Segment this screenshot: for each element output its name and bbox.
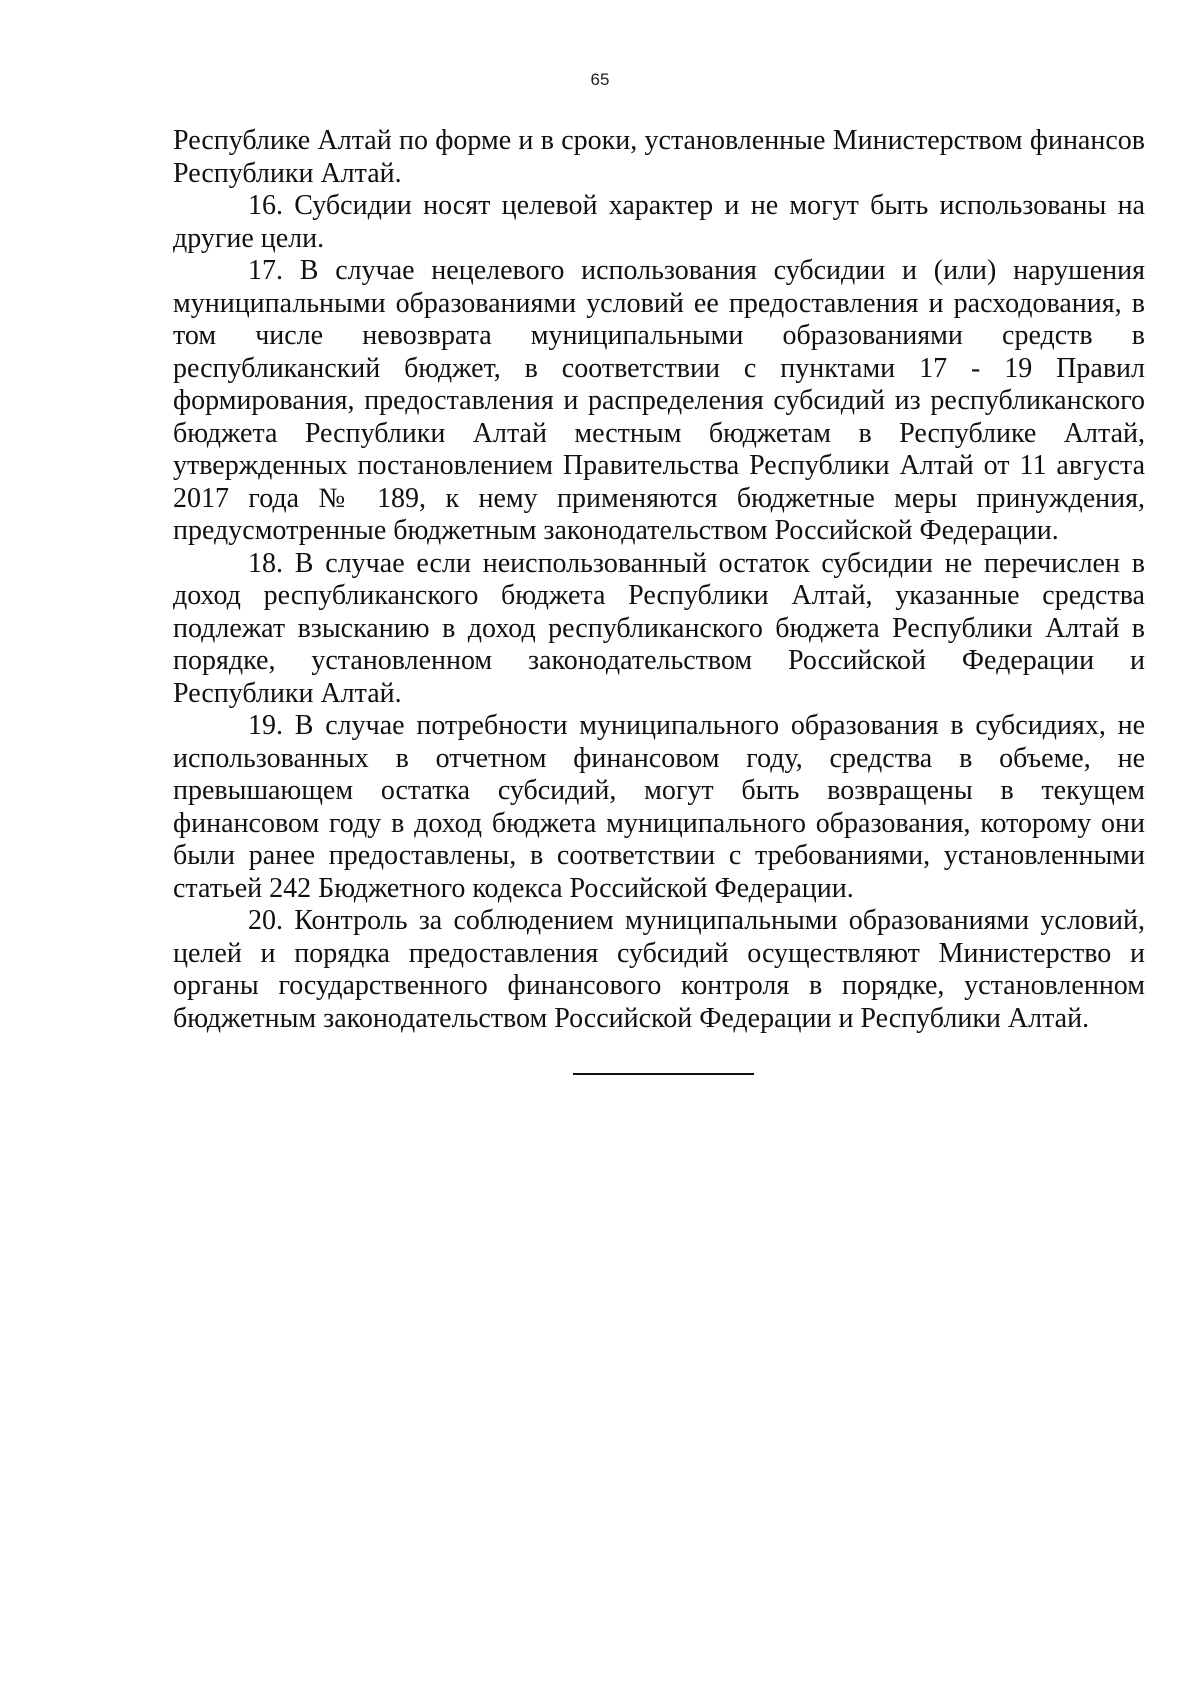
page-number: 65 — [590, 70, 610, 89]
document-body — [173, 125, 1145, 1035]
paragraph-19: 19. В случае потребности муниципального образования в субсидиях, не использованных в отчетном финансовом году, средства в объеме, не превышающем остатка субсидий, могут быть возвращены в текущем финансовом году в доход бюджета муниципального образования, которому они были ранее предоставлены, в соответствии с требованиями, установленными статьей 242 Бюджетного кодекса Российской Федерации. — [173, 710, 1145, 904]
paragraph-continuation: Республике Алтай по форме и в сроки, установленные Министерством финансов Республики Алтай. — [173, 125, 1145, 189]
paragraph-16: 16. Субсидии носят целевой характер и не могут быть использованы на другие цели. — [173, 190, 1145, 254]
paragraph-17: 17. В случае нецелевого использования субсидии и (или) нарушения муниципальными образованиями условий ее предоставления и расходования, в том числе невозврата муниципальными образованиями средств в республиканский бюджет, в соответствии с пунктами 17 - 19 Правил формирования, предоставления и распределения субсидий из республиканского бюджета Республики Алтай местным бюджетам в Республике Алтай, утвержденных постановлением Правительства Республики Алтай от 11 августа 2017 года № 189, к нему применяются бюджетные меры принуждения, предусмотренные бюджетным законодательством Российской Федерации. — [173, 255, 1145, 546]
end-of-document-rule — [573, 1073, 754, 1075]
paragraph-18: 18. В случае если неиспользованный остаток субсидии не перечислен в доход республиканского бюджета Республики Алтай, указанные средства подлежат взысканию в доход республиканского бюджета Республики Алтай в порядке, установленном законодательством Российской Федерации и Республики Алтай. — [173, 547, 1145, 709]
paragraph-20: 20. Контроль за соблюдением муниципальными образованиями условий, целей и порядка предоставления субсидий осуществляют Министерство и органы государственного финансового контроля в порядке, установленном бюджетным законодательством Российской Федерации и Республики Алтай. — [173, 905, 1145, 1034]
